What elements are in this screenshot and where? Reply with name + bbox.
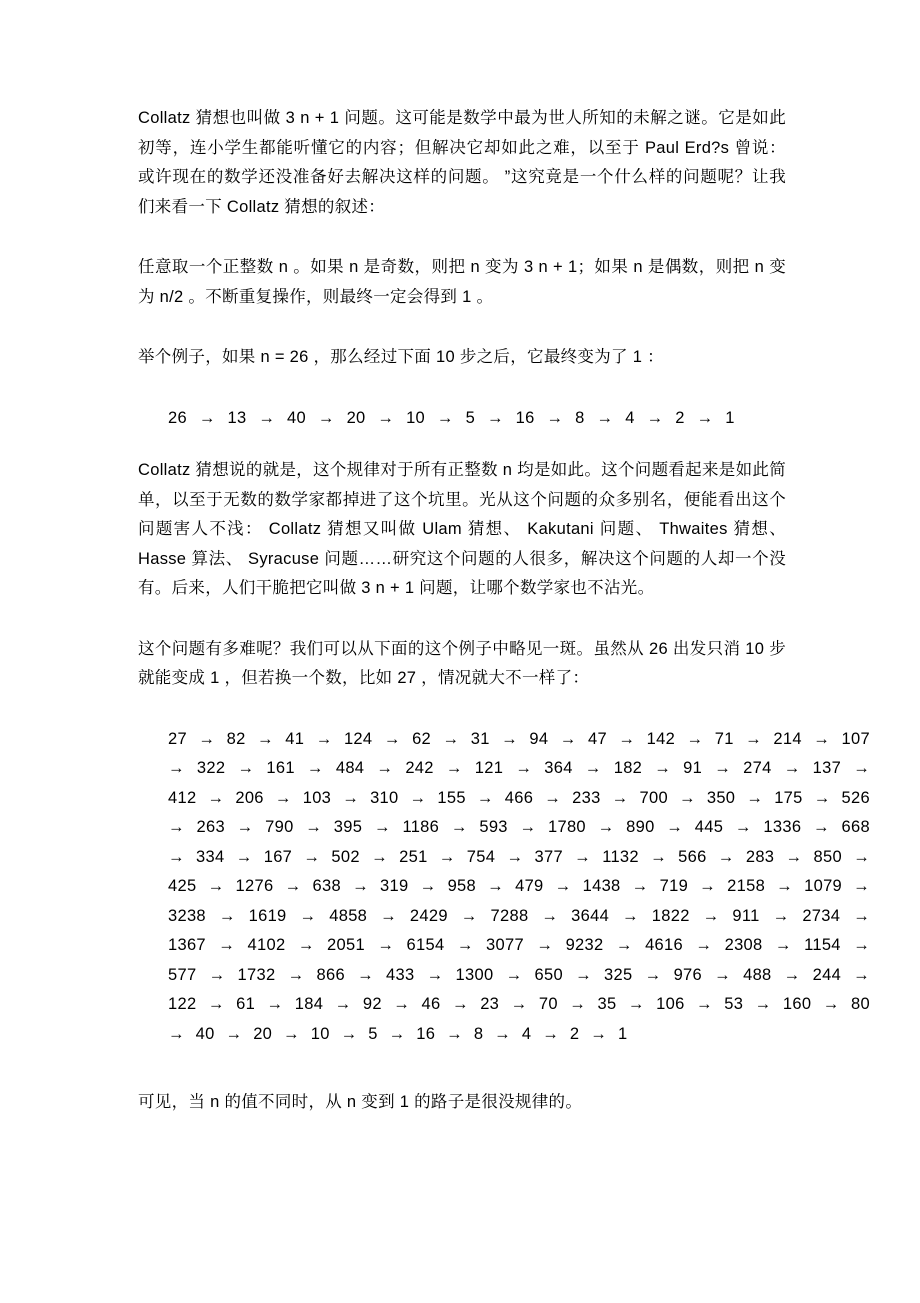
paragraph-collatz-rule: 任意取一个正整数 n 。如果 n 是奇数，则把 n 变为 3 n + 1；如果 n 是偶数，则把 n 变为 n/2 。不断重复操作，则最终一定会得到 1 。	[138, 258, 786, 306]
paragraph-alternate-names: Collatz 猜想说的就是，这个规律对于所有正整数 n 均是如此。这个问题看起来是如此简单，以至于无数的数学家都掉进了这个坑里。光从这个问题的众多别名，便能看出这个问题害人不浅： Collatz 猜想又叫做 Ulam 猜想、 Kakutani 问题、 Thwaites 猜想、 Hasse 算法、 Syracuse 问题……研究这个问题的人很多，解决这个问题的人却一个没有。后来，人们干脆把它叫做 3 n + 1 问题，让哪个数学家也不沾光。	[138, 461, 786, 597]
paragraph-conclusion: 可见，当 n 的值不同时，从 n 变到 1 的路子是很没规律的。	[138, 1093, 583, 1111]
paragraph-difficulty-27: 这个问题有多难呢？我们可以从下面的这个例子中略见一斑。虽然从 26 出发只消 10 步就能变成 1 ，但若换一个数，比如 27 ，情况就大不一样了：	[138, 639, 786, 687]
paragraph-intro: Collatz 猜想也叫做 3 n + 1 问题。这可能是数学中最为世人所知的未解之谜。它是如此初等，连小学生都能听懂它的内容；但解决它却如此之难，以至于 Paul Erd?s 曾说： 或许现在的数学还没准备好去解决这样的问题。 ”这究竟是一个什么样的问题呢？让我们来看一下 Collatz 猜想的叙述：	[138, 109, 786, 216]
collatz-sequence-26: 26 → 13 → 40 → 20 → 10 → 5 → 16 → 8 → 4 → 2 → 1	[168, 408, 735, 427]
paragraph-example-26: 举个例子，如果 n = 26 ，那么经过下面 10 步之后，它最终变为了 1 ：	[138, 348, 664, 366]
collatz-sequence-27: 27 → 82 → 41 → 124 → 62 → 31 → 94 → 47 → 142 → 71 → 214 → 107 → 322 → 161 → 484 → 242 → 121 → 364 → 182 → 91 → 274 → 137 → 412 → 206 → 103 → 310 → 155 → 466 → 233 → 700 → 350 → 175 → 526 → 263 → 790 → 395 → 1186 → 593 → 1780 → 890 → 445 → 1336 → 668 → 334 → 167 → 502 → 251 → 754 → 377 → 1132 → 566 → 283 → 850 → 425 → 1276 → 638 → 319 → 958 → 479 → 1438 → 719 → 2158 → 1079 → 3238 → 1619 → 4858 → 2429 → 7288 → 3644 → 1822 → 911 → 2734 → 1367 → 4102 → 2051 → 6154 → 3077 → 9232 → 4616 → 2308 → 1154 → 577 → 1732 → 866 → 433 → 1300 → 650 → 325 → 976 → 488 → 244 → 122 → 61 → 184 → 92 → 46 → 23 → 70 → 35 → 106 → 53 → 160 → 80 → 40 → 20 → 10 → 5 → 16 → 8 → 4 → 2 → 1	[168, 729, 870, 1043]
